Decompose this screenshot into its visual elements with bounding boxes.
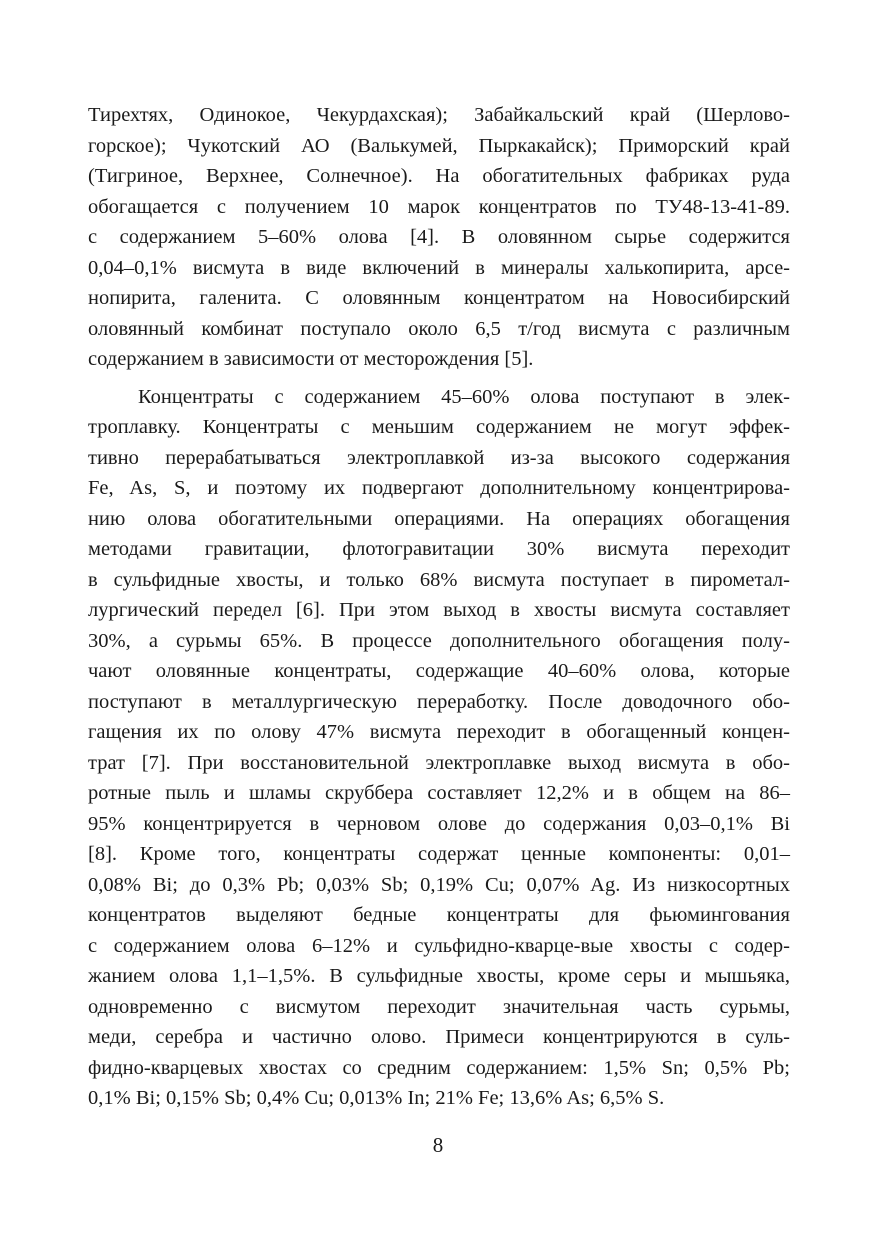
text-line: лургический передел [6]. При этом выход в хвосты висмута составляет: [88, 599, 790, 621]
text-line: в сульфидные хвосты, и только 68% висмута поступает в пирометал-: [88, 568, 790, 591]
text-line: чают оловянные концентраты, содержащие 40–60% олова, которые: [88, 660, 790, 682]
text-line: одновременно с висмутом переходит значительная часть сурьмы,: [88, 995, 790, 1018]
text-line: обогащается с получением 10 марок концентратов по ТУ48-13-41-89.: [88, 195, 790, 218]
text-line: 0,08% Bi; до 0,3% Pb; 0,03% Sb; 0,19% Cu; 0,07% Ag. Из низкосортных: [88, 873, 790, 896]
text-line: поступают в металлургическую переработку. После доводочного обо-: [88, 690, 790, 713]
text-line: концентратов выделяют бедные концентраты для фьюмингования: [88, 904, 790, 926]
text-line: жанием олова 1,1–1,5%. В сульфидные хвосты, кроме серы и мышьяка,: [88, 965, 790, 987]
text-line: (Тигриное, Верхнее, Солнечное). На обогатительных фабриках руда: [88, 165, 790, 187]
text-line: меди, серебра и частично олово. Примеси концентрируются в суль-: [88, 1026, 790, 1048]
text-line: с содержанием 5–60% олова [4]. В оловянном сырье содержится: [88, 226, 790, 248]
text-line: Концентраты с содержанием 45–60% олова поступают в элек-: [138, 385, 790, 408]
document-page: [88, 100, 790, 1114]
text-line: фидно-кварцевых хвостах со средним содержанием: 1,5% Sn; 0,5% Pb;: [88, 1056, 790, 1079]
text-line: гащения их по олову 47% висмута переходит в обогащенный концен-: [88, 721, 790, 743]
text-line: троплавку. Концентраты с меньшим содержанием не могут эффек-: [88, 416, 790, 438]
text-line: ротные пыль и шламы скруббера составляет 12,2% и в общем на 86–: [88, 782, 790, 804]
text-line: трат [7]. При восстановительной электроплавке выход висмута в обо-: [88, 751, 790, 774]
text-line: 0,1% Bi; 0,15% Sb; 0,4% Cu; 0,013% In; 21% Fe; 13,6% As; 6,5% S.: [88, 1087, 665, 1109]
text-line: Тирехтях, Одинокое, Чекурдахская); Забайкальский край (Шерлово-: [88, 104, 790, 126]
text-line: тивно перерабатываться электроплавкой из-за высокого содержания: [88, 446, 790, 469]
text-line: 0,04–0,1% висмута в виде включений в минералы халькопирита, арсе-: [88, 256, 790, 279]
text-line: [8]. Кроме того, концентраты содержат ценные компоненты: 0,01–: [88, 843, 790, 865]
page-number: 8: [432, 1133, 444, 1157]
paragraph-2: [88, 382, 790, 1114]
text-line: 95% концентрируется в черновом олове до содержания 0,03–0,1% Bi: [88, 812, 790, 835]
text-line: с содержанием олова 6–12% и сульфидно-кварце-вые хвосты с содер-: [88, 934, 790, 957]
text-line: нопирита, галенита. С оловянным концентратом на Новосибирский: [88, 287, 790, 309]
paragraph-1: [88, 100, 790, 375]
text-line: нию олова обогатительными операциями. На операциях обогащения: [88, 507, 790, 530]
text-line: методами гравитации, флотогравитации 30% висмута переходит: [88, 538, 790, 560]
text-line: 30%, а сурьмы 65%. В процессе дополнительного обогащения полу-: [88, 629, 790, 652]
text-line: оловянный комбинат поступало около 6,5 т/год висмута с различным: [88, 317, 790, 340]
text-line: содержанием в зависимости от месторождения [5].: [88, 348, 534, 370]
text-line: горское); Чукотский АО (Валькумей, Пыркакайск); Приморский край: [88, 134, 790, 157]
text-line: Fe, As, S, и поэтому их подвергают дополнительному концентрирова-: [88, 477, 790, 499]
